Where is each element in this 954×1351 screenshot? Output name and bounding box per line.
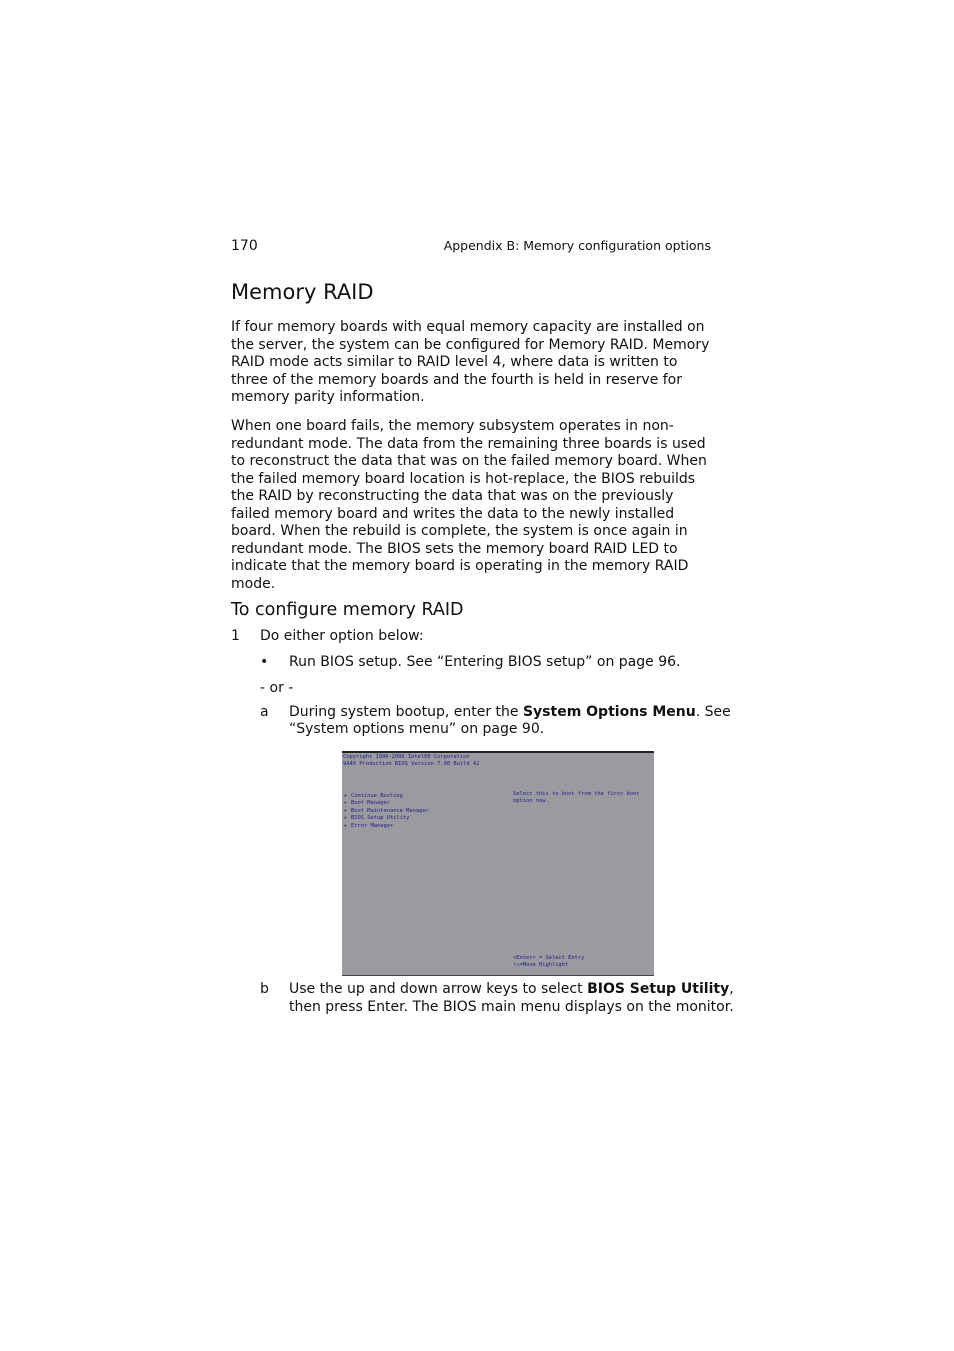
- section-title: Memory RAID: [231, 280, 374, 304]
- bios-setup-utility-term: BIOS Setup Utility: [587, 981, 730, 997]
- or-separator: - or -: [260, 680, 294, 696]
- step-1-number: 1: [231, 628, 240, 644]
- paragraph-intro: If four memory boards with equal memory capacity are installed on the server, the system can be configured for Memory RAID. Memory RAID mode acts similar to RAID level 4, where data is written to three of the memory boards and the fourth is held in reserve for memory parity information.: [231, 319, 710, 405]
- bios-screenshot: [342, 751, 654, 976]
- step-a-text: During system bootup, enter the System Options Menu. See: [289, 704, 731, 720]
- bios-menu-item: ▸ Error Manager: [344, 822, 394, 829]
- arrow-right-icon: ▸: [344, 800, 348, 807]
- chapter-title: Appendix B: Memory configuration options: [443, 238, 711, 253]
- arrow-right-icon: ▸: [344, 815, 348, 822]
- arrow-right-icon: ▸: [344, 807, 348, 814]
- bios-version: 9A40 Production BIOS Version 7.00 Build 42: [343, 761, 480, 767]
- bios-menu-item: ▸ Continue Booting: [344, 793, 403, 799]
- subsection-title: To configure memory RAID: [231, 600, 464, 620]
- step-b-line2: then press Enter. The BIOS main menu displays on the monitor.: [289, 999, 734, 1015]
- step-b-text: Use the up and down arrow keys to select BIOS Setup Utility,: [289, 981, 734, 997]
- bios-copyright: Copyright 1996-2006 Intel00 Corporation: [343, 754, 470, 760]
- bios-help-text: Select this to boot from the first boot option now.: [513, 791, 640, 805]
- page-number: 170: [231, 238, 258, 254]
- bullet-text: Run BIOS setup. See “Entering BIOS setup” on page 96.: [289, 654, 681, 670]
- bios-menu-item: ▸ BIOS Setup Utility: [344, 815, 410, 822]
- system-options-menu-term: System Options Menu: [522, 704, 696, 720]
- step-a-line2: “System options menu” on page 90.: [289, 721, 545, 737]
- paragraph-failure: When one board fails, the memory subsystem operates in non-redundant mode. The data from the remaining three boards is used to reconstruct the data that was on the failed memory board. When the failed memory board location is hot-replace, the BIOS rebuilds the RAID by reconstructing the data that was on the previously failed memory board and writes the data to the newly installed board. When the rebuild is complete, the system is once again in redundant mode. The BIOS sets the memory board RAID LED to indicate that the memory board is operating in the memory RAID mode.: [231, 418, 707, 592]
- arrow-right-icon: ▸: [344, 793, 348, 799]
- bios-menu-item: ▸ Boot Maintenance Manager: [344, 807, 429, 814]
- bios-menu: [344, 793, 429, 830]
- bios-menu-item: ▸ Boot Manager: [344, 800, 390, 807]
- step-a-label: a: [260, 704, 269, 720]
- bullet-mark: •: [260, 654, 269, 670]
- bios-key-hints: <Enter> = Select Entry ↑↓=Move Highlight: [513, 955, 585, 969]
- step-1-text: Do either option below:: [260, 628, 424, 644]
- step-b-label: b: [260, 981, 269, 997]
- running-header: [231, 237, 711, 255]
- arrow-right-icon: ▸: [344, 822, 348, 829]
